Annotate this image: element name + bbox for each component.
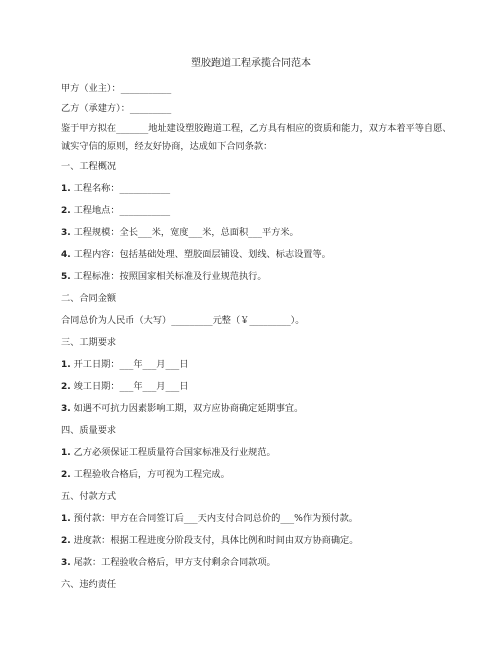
item-text: 工程规模：全长___米，宽度___米，总面积___平方米。: [73, 227, 299, 238]
item-text: 尾款：工程验收合格后，甲方支付剩余合同款项。: [73, 557, 276, 568]
list-item: [61, 248, 461, 262]
item-text: 进度款：根据工程进度分阶段支付，具体比例和时间由双方协商确定。: [73, 535, 359, 546]
item-number: 2.: [61, 536, 71, 546]
item-text: 预付款：甲方在合同签订后___天内支付合同总价的___%作为预付款。: [73, 513, 358, 524]
item-text: 开工日期：___年___月___日: [73, 359, 189, 370]
list-item: [61, 182, 461, 196]
list-item: [61, 226, 461, 240]
list-item: [61, 402, 461, 416]
list-item: [61, 468, 461, 482]
amount-line: 合同总价为人民币（大写）_________元整（￥_________）。: [61, 315, 305, 326]
item-text: 工程名称：___________: [73, 183, 171, 194]
list-item: [61, 512, 461, 526]
item-number: 4.: [61, 250, 71, 260]
item-number: 5.: [61, 272, 71, 282]
list-item: [61, 270, 461, 284]
section-heading-amount: 二、合同金额: [61, 293, 117, 304]
item-number: 2.: [61, 206, 71, 216]
list-item: [61, 204, 461, 218]
list-item: [61, 556, 461, 570]
party-b-line: 乙方（承建方）：_________: [61, 103, 172, 114]
item-number: 3.: [61, 228, 71, 238]
document-title: 塑胶跑道工程承揽合同范本: [191, 58, 311, 69]
section-heading-schedule: 三、工期要求: [61, 337, 117, 348]
section-heading-quality: 四、质量要求: [61, 425, 117, 436]
list-item: [61, 446, 461, 460]
item-text: 工程标准：按照国家相关标准及行业规范执行。: [73, 271, 267, 282]
item-number: 2.: [61, 470, 71, 480]
item-text: 工程内容：包括基础处理、塑胶面层铺设、划线、标志设置等。: [73, 249, 331, 260]
section-heading-liability: 六、违约责任: [61, 579, 117, 590]
item-text: 乙方必须保证工程质量符合国家标准及行业规范。: [73, 447, 276, 458]
list-item: [61, 358, 461, 372]
list-item: [61, 380, 461, 394]
item-number: 1.: [61, 448, 71, 458]
item-number: 2.: [61, 382, 71, 392]
section-heading-payment: 五、付款方式: [61, 491, 117, 502]
item-number: 1.: [61, 360, 71, 370]
item-number: 3.: [61, 404, 71, 414]
preamble-paragraph: 鉴于甲方拟在_______地址建设塑胶跑道工程，乙方具有相应的资质和能力，双方本着平等自愿、诚实守信的原则，经友好协商，达成如下合同条款：: [61, 123, 452, 152]
item-text: 工程验收合格后，方可视为工程完成。: [73, 469, 230, 480]
item-number: 1.: [61, 514, 71, 524]
item-text: 竣工日期：___年___月___日: [73, 381, 189, 392]
list-item: [61, 534, 461, 548]
item-number: 3.: [61, 558, 71, 568]
party-a-line: 甲方（业主）：___________: [61, 83, 172, 94]
section-heading-overview: 一、工程概况: [61, 161, 117, 172]
item-number: 1.: [61, 184, 71, 194]
item-text: 如遇不可抗力因素影响工期，双方应协商确定延期事宜。: [73, 403, 304, 414]
item-text: 工程地点：___________: [73, 205, 171, 216]
